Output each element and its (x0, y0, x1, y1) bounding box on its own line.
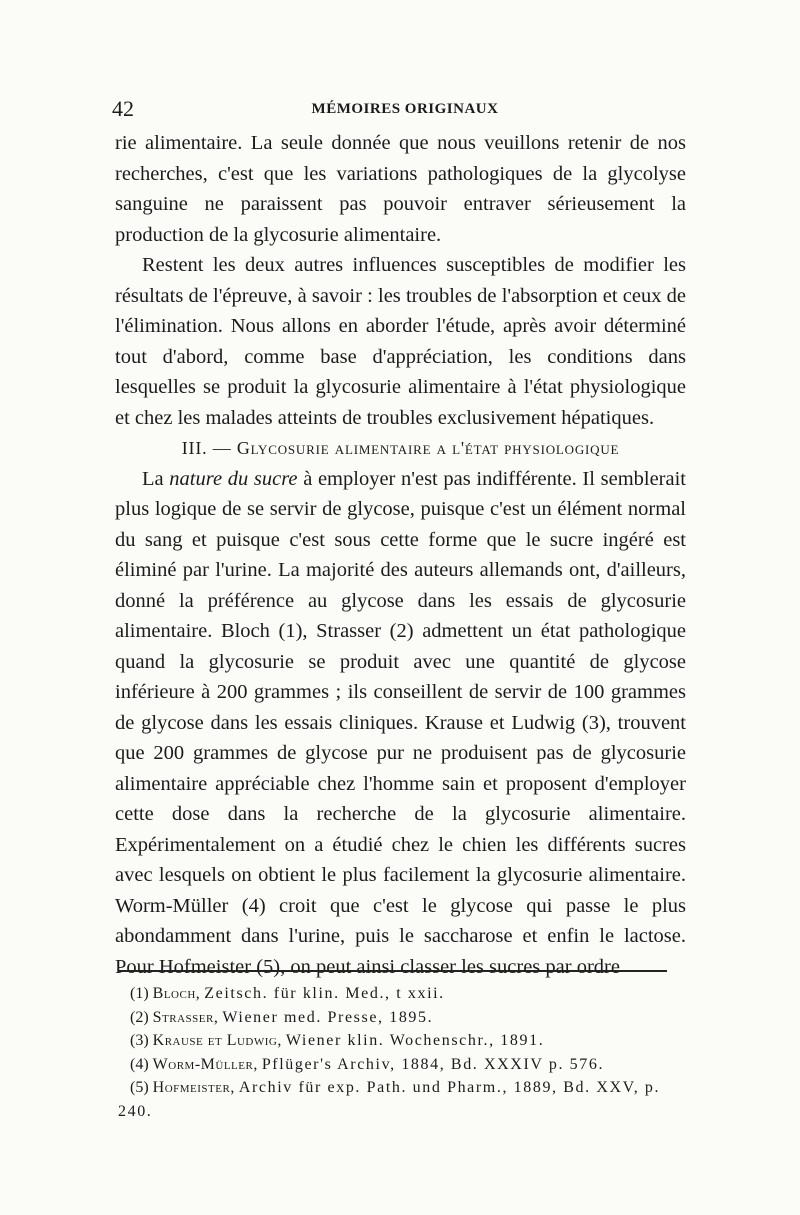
footnote-number: (3) (130, 1032, 149, 1049)
footnote-author: Worm-Müller, (152, 1055, 258, 1073)
footnote-reference: Wiener med. Presse, 1895. (222, 1008, 434, 1026)
footnote (118, 1006, 687, 1030)
paragraph: Restent les deux autres influences susceptibles de modifier les résultats de l'épreuve, à savoir : les troubles de l'absorption et ceux de l'élimination. Nous allons en aborder l'étude, après avoir déterminé tout d'abord, comme base d'appréciation, les conditions dans lesquelles se produit la glycosurie alimentaire à l'état physiologique et chez les malades atteints de troubles exclusivement hépatiques. (115, 254, 686, 429)
body-text (115, 128, 686, 982)
footnote-divider (118, 970, 667, 972)
page-number: 42 (112, 96, 134, 121)
footnote-number: (1) (130, 985, 149, 1002)
footnote-number: (5) (130, 1079, 149, 1096)
italic-phrase: nature du sucre (169, 467, 298, 490)
paragraph-lead: La (142, 467, 170, 490)
footnote-number: (4) (130, 1055, 149, 1073)
paragraph-continued: rie alimentaire. La seule donnée que nous veuillons retenir de nos recherches, c'est que les variations pathologiques de la glycolyse sanguine ne paraissent pas pouvoir entraver sérieusement la production de la glycosurie alimentaire. (115, 132, 686, 246)
footnotes (118, 982, 687, 1123)
footnote-author: Krause et Ludwig, (152, 1032, 282, 1049)
footnote-reference: Archiv für exp. Path. und Pharm., 1889, Bd. XXV, p. 240. (118, 1079, 661, 1120)
footnote (118, 1029, 687, 1053)
footnote-author: Hofmeister, (152, 1079, 235, 1096)
footnote (118, 1076, 687, 1123)
running-title: MÉMOIRES ORIGINAUX (311, 101, 499, 117)
page-header (112, 96, 698, 128)
section-heading: III. — Glycosurie alimentaire a l'état physiologique (181, 438, 620, 458)
footnote-author: Bloch, (152, 985, 201, 1002)
footnote-number: (2) (130, 1008, 149, 1026)
footnote (118, 1053, 687, 1077)
footnote-reference: Wiener klin. Wochenschr., 1891. (285, 1032, 545, 1049)
footnote-author: Strasser, (152, 1008, 219, 1026)
footnote (118, 982, 687, 1006)
footnote-reference: Zeitsch. für klin. Med., t xxii. (204, 985, 445, 1002)
paragraph-text: à employer n'est pas indifférente. Il semblerait plus logique de se servir de glycose, puisque c'est un élément normal du sang et puisque c'est sous cette forme que le sucre ingéré est éliminé par l'urine. La majorité des auteurs allemands ont, d'ailleurs, donné la préférence au glycose dans les essais de glycosurie alimentaire. Bloch (1), Strasser (2) admettent un état pathologique quand la glycosurie se produit avec une quantité de glycose inférieure à 200 grammes ; ils conseillent de servir de 100 grammes de glycose dans les essais cliniques. Krause et Ludwig (3), trouvent que 200 grammes de glycose pur ne produisent pas de glycosurie alimentaire appréciable chez l'homme sain et proposent d'employer cette dose dans la recherche de la glycosurie alimentaire. Expérimentalement on a étudié chez le chien les différents sucres avec lesquels on obtient le plus facilement la glycosurie alimentaire. Worm-Müller (4) croit que c'est le glycose qui passe le plus abondamment dans l'urine, puis le saccharose et enfin le lactose. Pour Hofmeister (5), on peut ainsi classer les sucres par ordre (115, 467, 686, 978)
footnote-reference: Pflüger's Archiv, 1884, Bd. XXXIV p. 576. (261, 1055, 605, 1073)
paragraph (115, 464, 686, 983)
